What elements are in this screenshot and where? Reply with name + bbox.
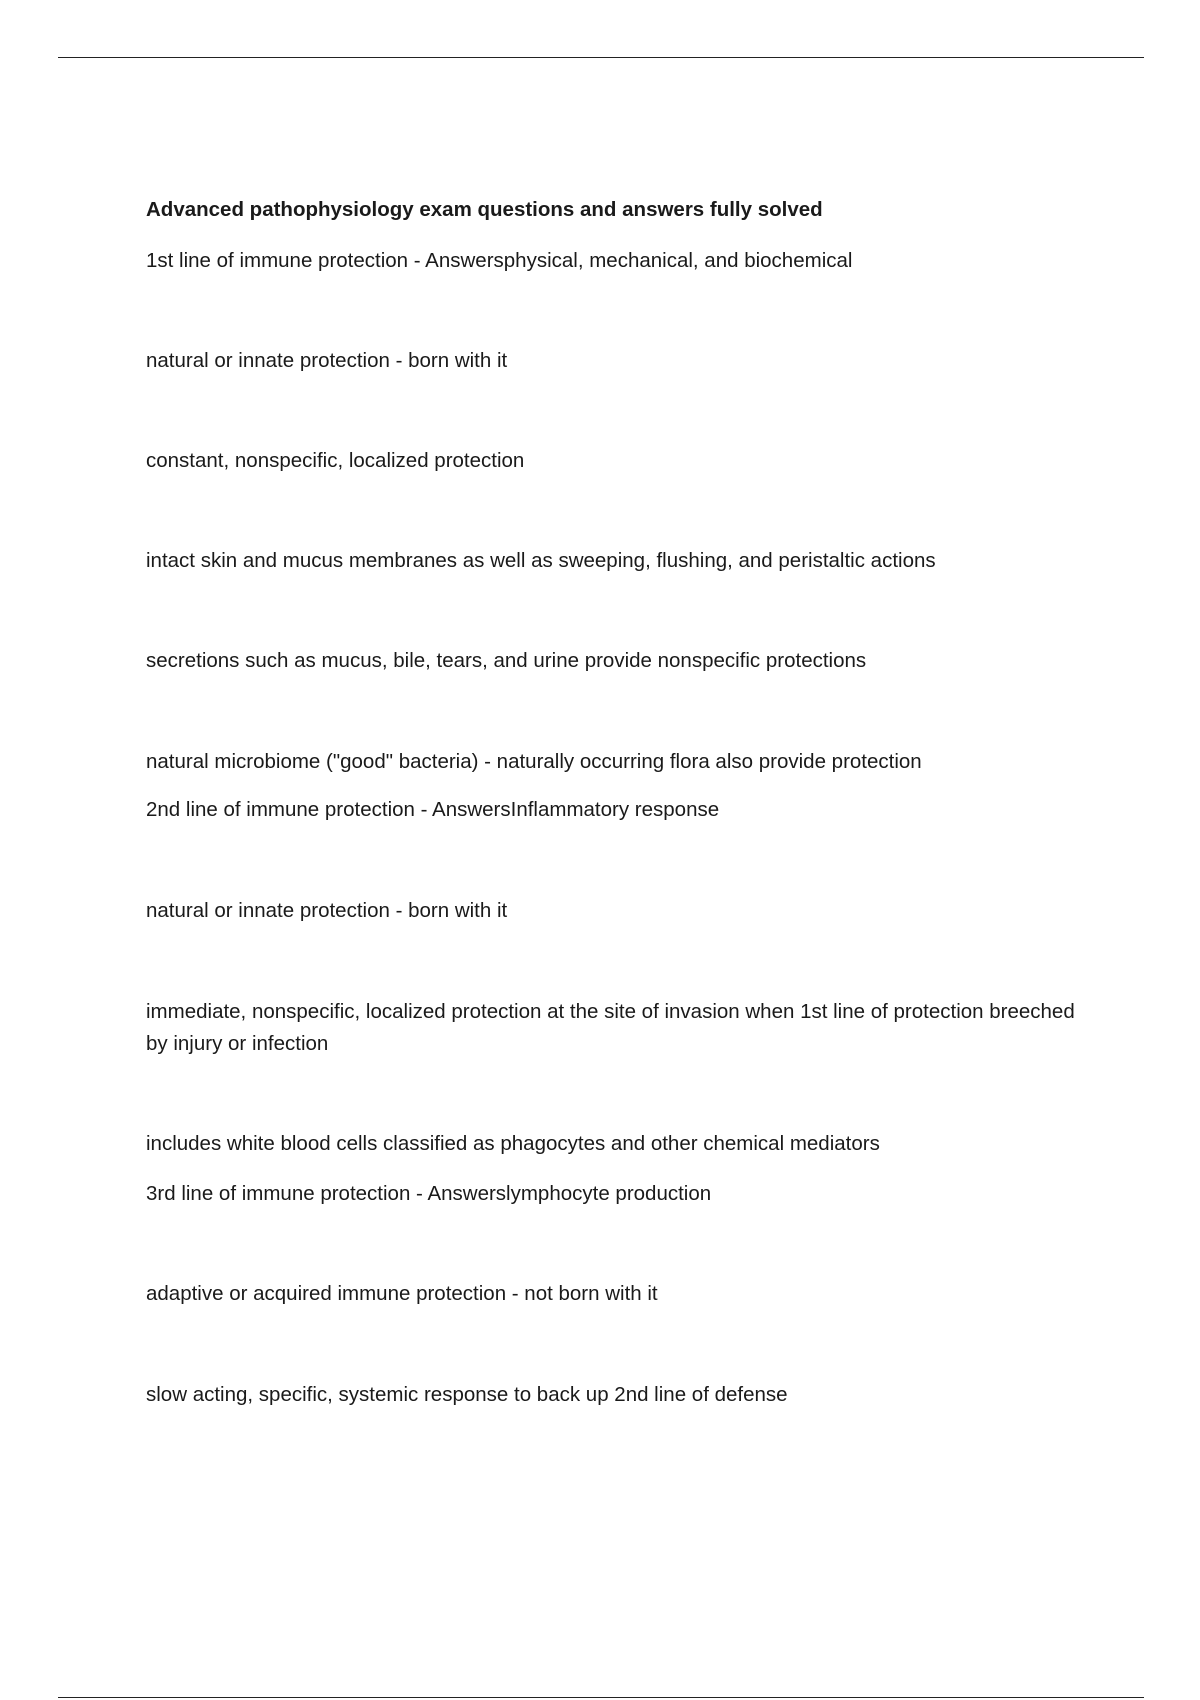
text-line: secretions such as mucus, bile, tears, and urine provide nonspecific protections [146, 649, 867, 672]
text-line: slow acting, specific, systemic response to back up 2nd line of defense [146, 1383, 788, 1406]
text-line: natural or innate protection - born with it [146, 899, 508, 922]
text-line: intact skin and mucus membranes as well as sweeping, flushing, and peristaltic actions [146, 549, 936, 572]
text-line: immediate, nonspecific, localized protection at the site of invasion when 1st line of protection breeched by injury or infection [146, 1000, 1075, 1055]
document-title: Advanced pathophysiology exam questions and answers fully solved [146, 198, 823, 221]
text-line: 1st line of immune protection - Answersphysical, mechanical, and biochemical [146, 249, 853, 272]
text-line: natural or innate protection - born with it [146, 349, 508, 372]
text-line: 3rd line of immune protection - Answerslymphocyte production [146, 1182, 712, 1205]
text-line: adaptive or acquired immune protection - not born with it [146, 1282, 658, 1305]
text-line: constant, nonspecific, localized protection [146, 449, 525, 472]
text-line: includes white blood cells classified as phagocytes and other chemical mediators [146, 1132, 880, 1155]
text-line: natural microbiome ("good" bacteria) - naturally occurring flora also provide protection [146, 750, 922, 773]
text-line: 2nd line of immune protection - AnswersInflammatory response [146, 798, 720, 821]
header-rule [58, 57, 1144, 58]
footer-rule [58, 1697, 1144, 1698]
